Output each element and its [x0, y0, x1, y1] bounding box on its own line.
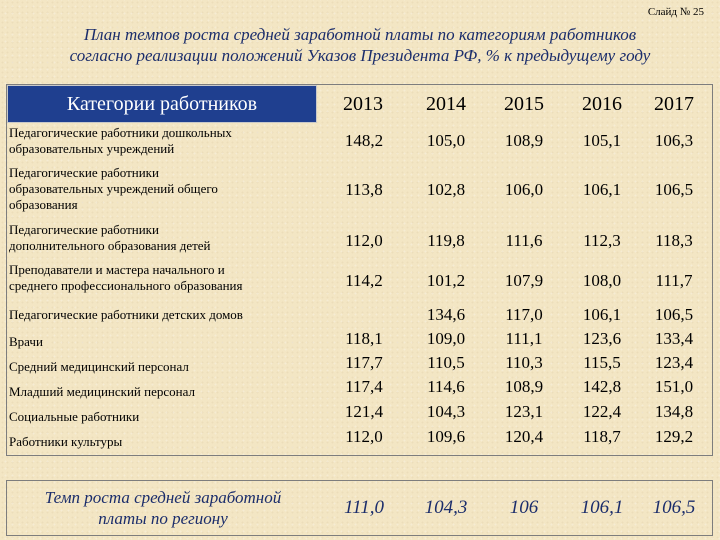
category-vocational-teachers: [9, 262, 319, 294]
footer-value-2016: 106,1: [580, 497, 624, 518]
category-line: Педагогические работники дошкольных: [9, 125, 232, 140]
category-column-header: Категории работников: [7, 85, 317, 123]
cell-value: 106,1: [582, 180, 622, 199]
title-line-2: согласно реализации положений Указов Президента РФ, % к предыдущему году: [69, 46, 651, 65]
wage-growth-table: [6, 84, 713, 456]
cell-value: 114,2: [345, 271, 383, 290]
cell-value: 114,6: [427, 377, 465, 396]
category-line: Средний медицинский персонал: [9, 359, 189, 374]
category-doctors: [9, 334, 319, 350]
regional-average-label: [7, 481, 319, 535]
cell-value: 134,6: [426, 305, 466, 324]
footer-label-line-1: Темп роста средней заработной: [44, 488, 282, 507]
cell-value: 109,0: [426, 329, 466, 348]
cell-value: 119,8: [427, 231, 465, 250]
year-header-2016: 2016: [582, 92, 622, 115]
category-line: Преподаватели и мастера начального и: [9, 262, 225, 277]
cell-value: 106,0: [504, 180, 544, 199]
category-extra-education-teachers: [9, 222, 319, 254]
cell-value: 107,9: [504, 271, 544, 290]
slide-title: [0, 24, 720, 66]
cell-value: 123,6: [582, 329, 622, 348]
category-mid-medical-staff: [9, 359, 319, 375]
footer-value-2013: 111,0: [344, 497, 384, 518]
year-header-2015: 2015: [504, 92, 544, 115]
table-header-row: [7, 85, 712, 123]
cell-value: 108,9: [504, 377, 544, 396]
cell-value: 111,7: [655, 271, 693, 290]
cell-value: 112,3: [583, 231, 621, 250]
category-junior-medical-staff: [9, 384, 319, 400]
category-line: образовательных учреждений: [9, 141, 175, 156]
cell-value: 118,7: [583, 427, 621, 446]
cell-value: 111,1: [505, 329, 543, 348]
category-line: образовательных учреждений общего: [9, 181, 218, 196]
cell-value: 105,0: [426, 131, 466, 150]
cell-value: 129,2: [654, 427, 694, 446]
year-header-2014: 2014: [426, 92, 466, 115]
cell-value: 106,1: [582, 305, 622, 324]
category-social-workers: [9, 409, 319, 425]
category-line: Педагогические работники: [9, 165, 159, 180]
cell-value: 101,2: [426, 271, 466, 290]
cell-value: 102,8: [426, 180, 466, 199]
cell-value: 110,5: [427, 353, 465, 372]
category-line: среднего профессионального образования: [9, 278, 243, 293]
cell-value: 121,4: [344, 402, 384, 421]
cell-value: 106,5: [654, 305, 694, 324]
category-line: Педагогические работники детских домов: [9, 307, 243, 322]
category-line: Младший медицинский персонал: [9, 384, 195, 399]
category-line: Социальные работники: [9, 409, 140, 424]
cell-value: 108,0: [582, 271, 622, 290]
category-line: Работники культуры: [9, 434, 123, 449]
cell-value: 118,3: [655, 231, 693, 250]
category-general-education-teachers: [9, 165, 319, 213]
category-culture-workers: [9, 434, 319, 450]
cell-value: 105,1: [582, 131, 622, 150]
footer-value-2017: 106,5: [652, 497, 696, 518]
category-preschool-teachers: [9, 125, 319, 157]
slide-number: Слайд № 25: [647, 6, 704, 18]
cell-value: 122,4: [582, 402, 622, 421]
cell-value: 108,9: [504, 131, 544, 150]
footer-value-2015: 106: [509, 497, 539, 518]
category-line: образования: [9, 197, 78, 212]
cell-value: 120,4: [504, 427, 544, 446]
footer-label-line-2: платы по региону: [98, 509, 228, 528]
cell-value: 106,5: [654, 180, 694, 199]
cell-value: 112,0: [345, 231, 383, 250]
cell-value: 118,1: [345, 329, 383, 348]
category-line: дополнительного образования детей: [9, 238, 211, 253]
cell-value: 117,0: [505, 305, 543, 324]
title-line-1: План темпов роста средней заработной платы по категориям работников: [83, 25, 637, 44]
cell-value: 123,1: [504, 402, 544, 421]
cell-value: 134,8: [654, 402, 694, 421]
footer-value-2014: 104,3: [424, 497, 468, 518]
regional-average-row: [6, 480, 713, 536]
cell-value: 110,3: [505, 353, 543, 372]
year-header-2013: 2013: [343, 92, 383, 115]
cell-value: 112,0: [345, 427, 383, 446]
category-line: Врачи: [9, 334, 43, 349]
cell-value: 111,6: [505, 231, 543, 250]
cell-value: 115,5: [583, 353, 621, 372]
cell-value: 117,7: [345, 353, 383, 372]
cell-value: 113,8: [345, 180, 383, 199]
cell-value: 109,6: [426, 427, 466, 446]
cell-value: 148,2: [344, 131, 384, 150]
year-header-2017: 2017: [654, 92, 694, 115]
cell-value: 133,4: [654, 329, 694, 348]
cell-value: 123,4: [654, 353, 694, 372]
category-orphanage-teachers: [9, 307, 319, 323]
cell-value: 142,8: [582, 377, 622, 396]
cell-value: 104,3: [426, 402, 466, 421]
category-line: Педагогические работники: [9, 222, 159, 237]
cell-value: 117,4: [345, 377, 383, 396]
cell-value: 151,0: [654, 377, 694, 396]
cell-value: 106,3: [654, 131, 694, 150]
